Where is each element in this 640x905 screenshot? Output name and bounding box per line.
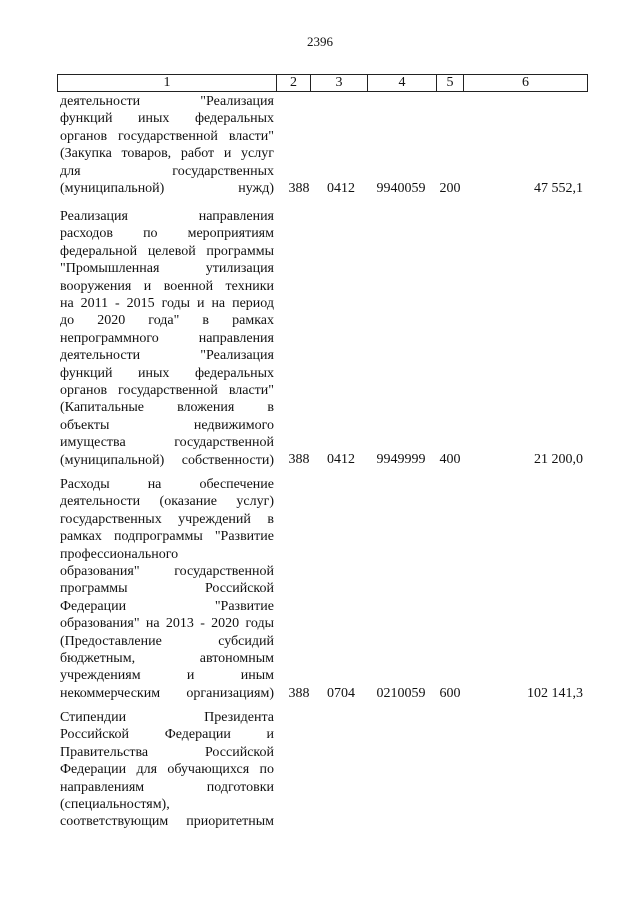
table-row bbox=[57, 208, 587, 470]
description-line: (Закупка товаров, работ и услуг bbox=[60, 146, 274, 162]
description-line: имущества государственной bbox=[60, 435, 274, 451]
description-line: "Промышленная утилизация bbox=[60, 261, 274, 277]
amount-value: 102 141,3 bbox=[527, 686, 583, 701]
description-line: бюджетным, автономным bbox=[60, 651, 274, 667]
expense-type-code: 600 bbox=[439, 686, 461, 701]
description-line: (Капитальные вложения в bbox=[60, 400, 274, 416]
description-line: деятельности "Реализация bbox=[60, 348, 274, 364]
description-line: (муниципальной) собственности) bbox=[60, 452, 274, 468]
section-code: 0412 bbox=[327, 452, 355, 467]
row-description bbox=[60, 709, 274, 831]
description-line: профессионального bbox=[60, 546, 179, 562]
description-line: некоммерческим организациям) bbox=[60, 685, 274, 701]
column-header-1: 1 bbox=[58, 75, 277, 92]
description-line: Реализация направления bbox=[60, 209, 274, 224]
column-header-6: 6 bbox=[464, 75, 588, 92]
description-line: (специальностям), bbox=[60, 797, 170, 813]
description-line: функций иных федеральных bbox=[60, 365, 274, 381]
row-description bbox=[60, 208, 274, 469]
amount-value: 47 552,1 bbox=[534, 181, 583, 196]
column-header-2: 2 bbox=[277, 75, 311, 92]
table-row bbox=[57, 93, 587, 203]
ministry-code: 388 bbox=[288, 452, 310, 467]
section-code: 0704 bbox=[327, 686, 355, 701]
target-article-code: 9949999 bbox=[376, 452, 426, 467]
page-number: 2396 bbox=[307, 34, 333, 49]
description-line: Российской Федерации и bbox=[60, 727, 274, 743]
description-line: государственных учреждений в bbox=[60, 511, 274, 527]
amount-value: 21 200,0 bbox=[534, 452, 583, 467]
description-line: вооружения и военной техники bbox=[60, 278, 274, 294]
column-header-5: 5 bbox=[437, 75, 464, 92]
description-line: федеральной целевой программы bbox=[60, 243, 274, 259]
ministry-code: 388 bbox=[288, 181, 310, 196]
description-line: образования" государственной bbox=[60, 564, 274, 580]
description-line: Стипендии Президента bbox=[60, 710, 274, 725]
column-header-table bbox=[57, 74, 588, 92]
description-line: образования" на 2013 - 2020 годы bbox=[60, 616, 274, 632]
description-line: Федерации для обучающихся по bbox=[60, 762, 274, 778]
description-line: органов государственной власти" bbox=[60, 128, 274, 144]
description-line: для государственных bbox=[60, 163, 274, 179]
table-row bbox=[57, 476, 587, 704]
target-article-code: 0210059 bbox=[376, 686, 426, 701]
description-line: рамках подпрограммы "Развитие bbox=[60, 529, 274, 545]
description-line: функций иных федеральных bbox=[60, 111, 274, 127]
row-description bbox=[60, 93, 274, 197]
description-line: на 2011 - 2015 годы и на период bbox=[60, 296, 274, 312]
row-description bbox=[60, 476, 274, 702]
description-line: направлениям подготовки bbox=[60, 779, 274, 795]
target-article-code: 9940059 bbox=[376, 181, 426, 196]
description-line: Правительства Российской bbox=[60, 744, 274, 760]
description-line: (муниципальной) нужд) bbox=[60, 181, 274, 197]
description-line: до 2020 года" в рамках bbox=[60, 313, 274, 329]
description-line: программы Российской bbox=[60, 581, 274, 597]
description-line: (Предоставление субсидий bbox=[60, 633, 274, 649]
column-header-4: 4 bbox=[368, 75, 437, 92]
description-line: органов государственной власти" bbox=[60, 383, 274, 399]
description-line: расходов по мероприятиям bbox=[60, 226, 274, 242]
expense-type-code: 400 bbox=[439, 452, 461, 467]
ministry-code: 388 bbox=[288, 686, 310, 701]
expense-type-code: 200 bbox=[439, 181, 461, 196]
description-line: непрограммного направления bbox=[60, 330, 274, 346]
description-line: Федерации "Развитие bbox=[60, 598, 274, 614]
description-line: учреждениям и иным bbox=[60, 668, 274, 684]
column-header-row bbox=[58, 75, 588, 92]
column-header-3: 3 bbox=[311, 75, 368, 92]
description-line: соответствующим приоритетным bbox=[60, 814, 274, 830]
description-line: Расходы на обеспечение bbox=[60, 477, 274, 492]
description-line: деятельности (оказание услуг) bbox=[60, 494, 274, 510]
section-code: 0412 bbox=[327, 181, 355, 196]
table-row bbox=[57, 709, 587, 833]
description-line: объекты недвижимого bbox=[60, 417, 274, 433]
description-line: деятельности "Реализация bbox=[60, 94, 274, 109]
